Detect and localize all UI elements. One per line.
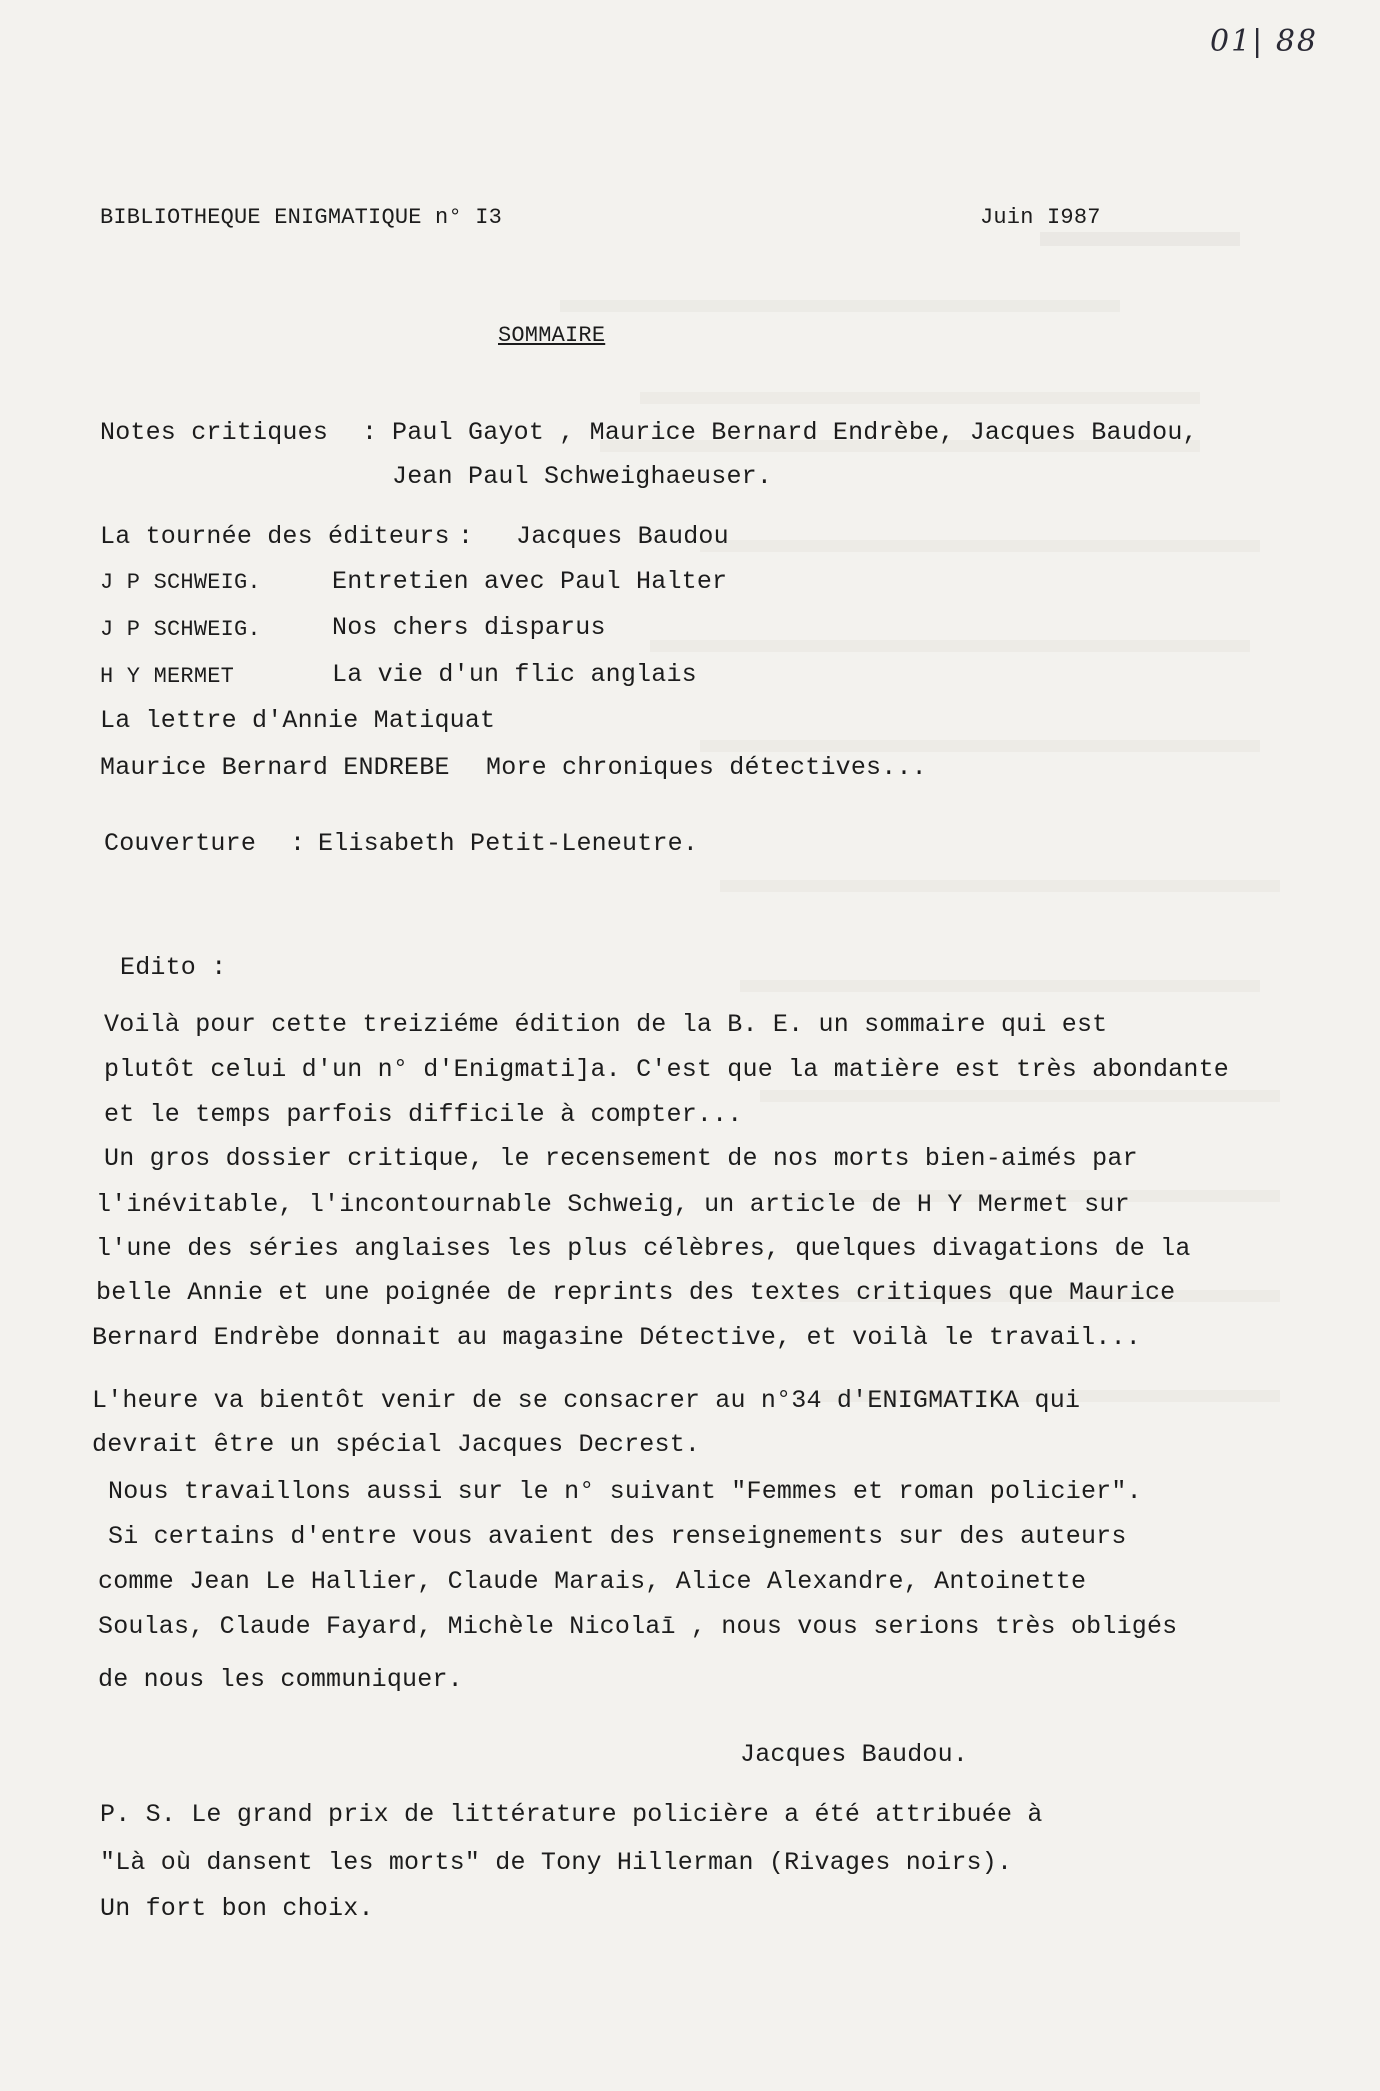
- edito-label: Edito :: [120, 953, 227, 982]
- edito-line: Soulas, Claude Fayard, Michèle Nicolaī , nous vous serions très obligés: [98, 1612, 1178, 1641]
- contents-value: More chroniques détectives...: [486, 753, 927, 782]
- signature: Jacques Baudou.: [740, 1740, 969, 1769]
- edito-line: Un gros dossier critique, le recensement de nos morts bien-aimés par: [104, 1144, 1138, 1173]
- edito-line: Nous travaillons aussi sur le n° suivant "Femmes et roman policier".: [108, 1477, 1142, 1506]
- ps-line: Un fort bon choix.: [100, 1894, 374, 1923]
- sommaire-title: SOMMAIRE: [498, 323, 606, 348]
- contents-label: Maurice Bernard ENDREBE: [100, 753, 450, 782]
- contents-value: La vie d'un flic anglais: [332, 660, 697, 689]
- contents-value: Paul Gayot , Maurice Bernard Endrèbe, Jacques Baudou,: [392, 418, 1198, 447]
- edito-line: Si certains d'entre vous avaient des renseignements sur des auteurs: [108, 1522, 1127, 1551]
- contents-label: La tournée des éditeurs: [100, 522, 450, 551]
- edito-line: Voilà pour cette treiziéme édition de la B. E. un sommaire qui est: [104, 1010, 1108, 1039]
- contents-sep: :: [458, 522, 474, 551]
- contents-value: Elisabeth Petit-Leneutre.: [318, 829, 699, 858]
- contents-label: J P SCHWEIG.: [100, 570, 261, 595]
- edito-line: plutôt celui d'un n° d'Enigmati]a. C'est que la matière est très abondante: [104, 1055, 1229, 1084]
- contents-value: Jacques Baudou: [516, 522, 729, 551]
- edito-line: de nous les communiquer.: [98, 1665, 463, 1694]
- edito-line: et le temps parfois difficile à compter...: [104, 1100, 743, 1129]
- edito-line: l'inévitable, l'incontournable Schweig, un article de H Y Mermet sur: [96, 1190, 1130, 1219]
- contents-value: Entretien avec Paul Halter: [332, 567, 728, 596]
- contents-value-continued: Jean Paul Schweighaeuser.: [392, 462, 773, 491]
- contents-sep: :: [290, 829, 306, 858]
- contents-label: Couverture: [104, 829, 257, 858]
- contents-label: Notes critiques: [100, 418, 329, 447]
- contents-label: H Y MERMET: [100, 664, 235, 689]
- header-title: BIBLIOTHEQUE ENIGMATIQUE n° I3: [100, 205, 503, 230]
- header-date: Juin I987: [980, 205, 1101, 230]
- edito-line: Bernard Endrèbe donnait au magaɜine Détective, et voilà le travail...: [92, 1323, 1141, 1352]
- ps-line: P. S. Le grand prix de littérature policière a été attribuée à: [100, 1800, 1043, 1829]
- edito-line: belle Annie et une poignée de reprints des textes critiques que Maurice: [96, 1278, 1176, 1307]
- edito-line: comme Jean Le Hallier, Claude Marais, Alice Alexandre, Antoinette: [98, 1567, 1087, 1596]
- contents-sep: :: [362, 418, 378, 447]
- contents-label: J P SCHWEIG.: [100, 617, 261, 642]
- edito-line: l'une des séries anglaises les plus célèbres, quelques divagations de la: [96, 1234, 1191, 1263]
- edito-line: devrait être un spécial Jacques Decrest.: [92, 1430, 701, 1459]
- handwritten-annotation: 01| 88: [1210, 24, 1318, 59]
- contents-value: Nos chers disparus: [332, 613, 606, 642]
- edito-line: L'heure va bientôt venir de se consacrer au n°34 d'ENIGMATIKA qui: [92, 1386, 1081, 1415]
- ps-line: "Là où dansent les morts" de Tony Hillerman (Rivages noirs).: [100, 1848, 1013, 1877]
- contents-label: La lettre d'Annie Matiquat: [100, 706, 496, 735]
